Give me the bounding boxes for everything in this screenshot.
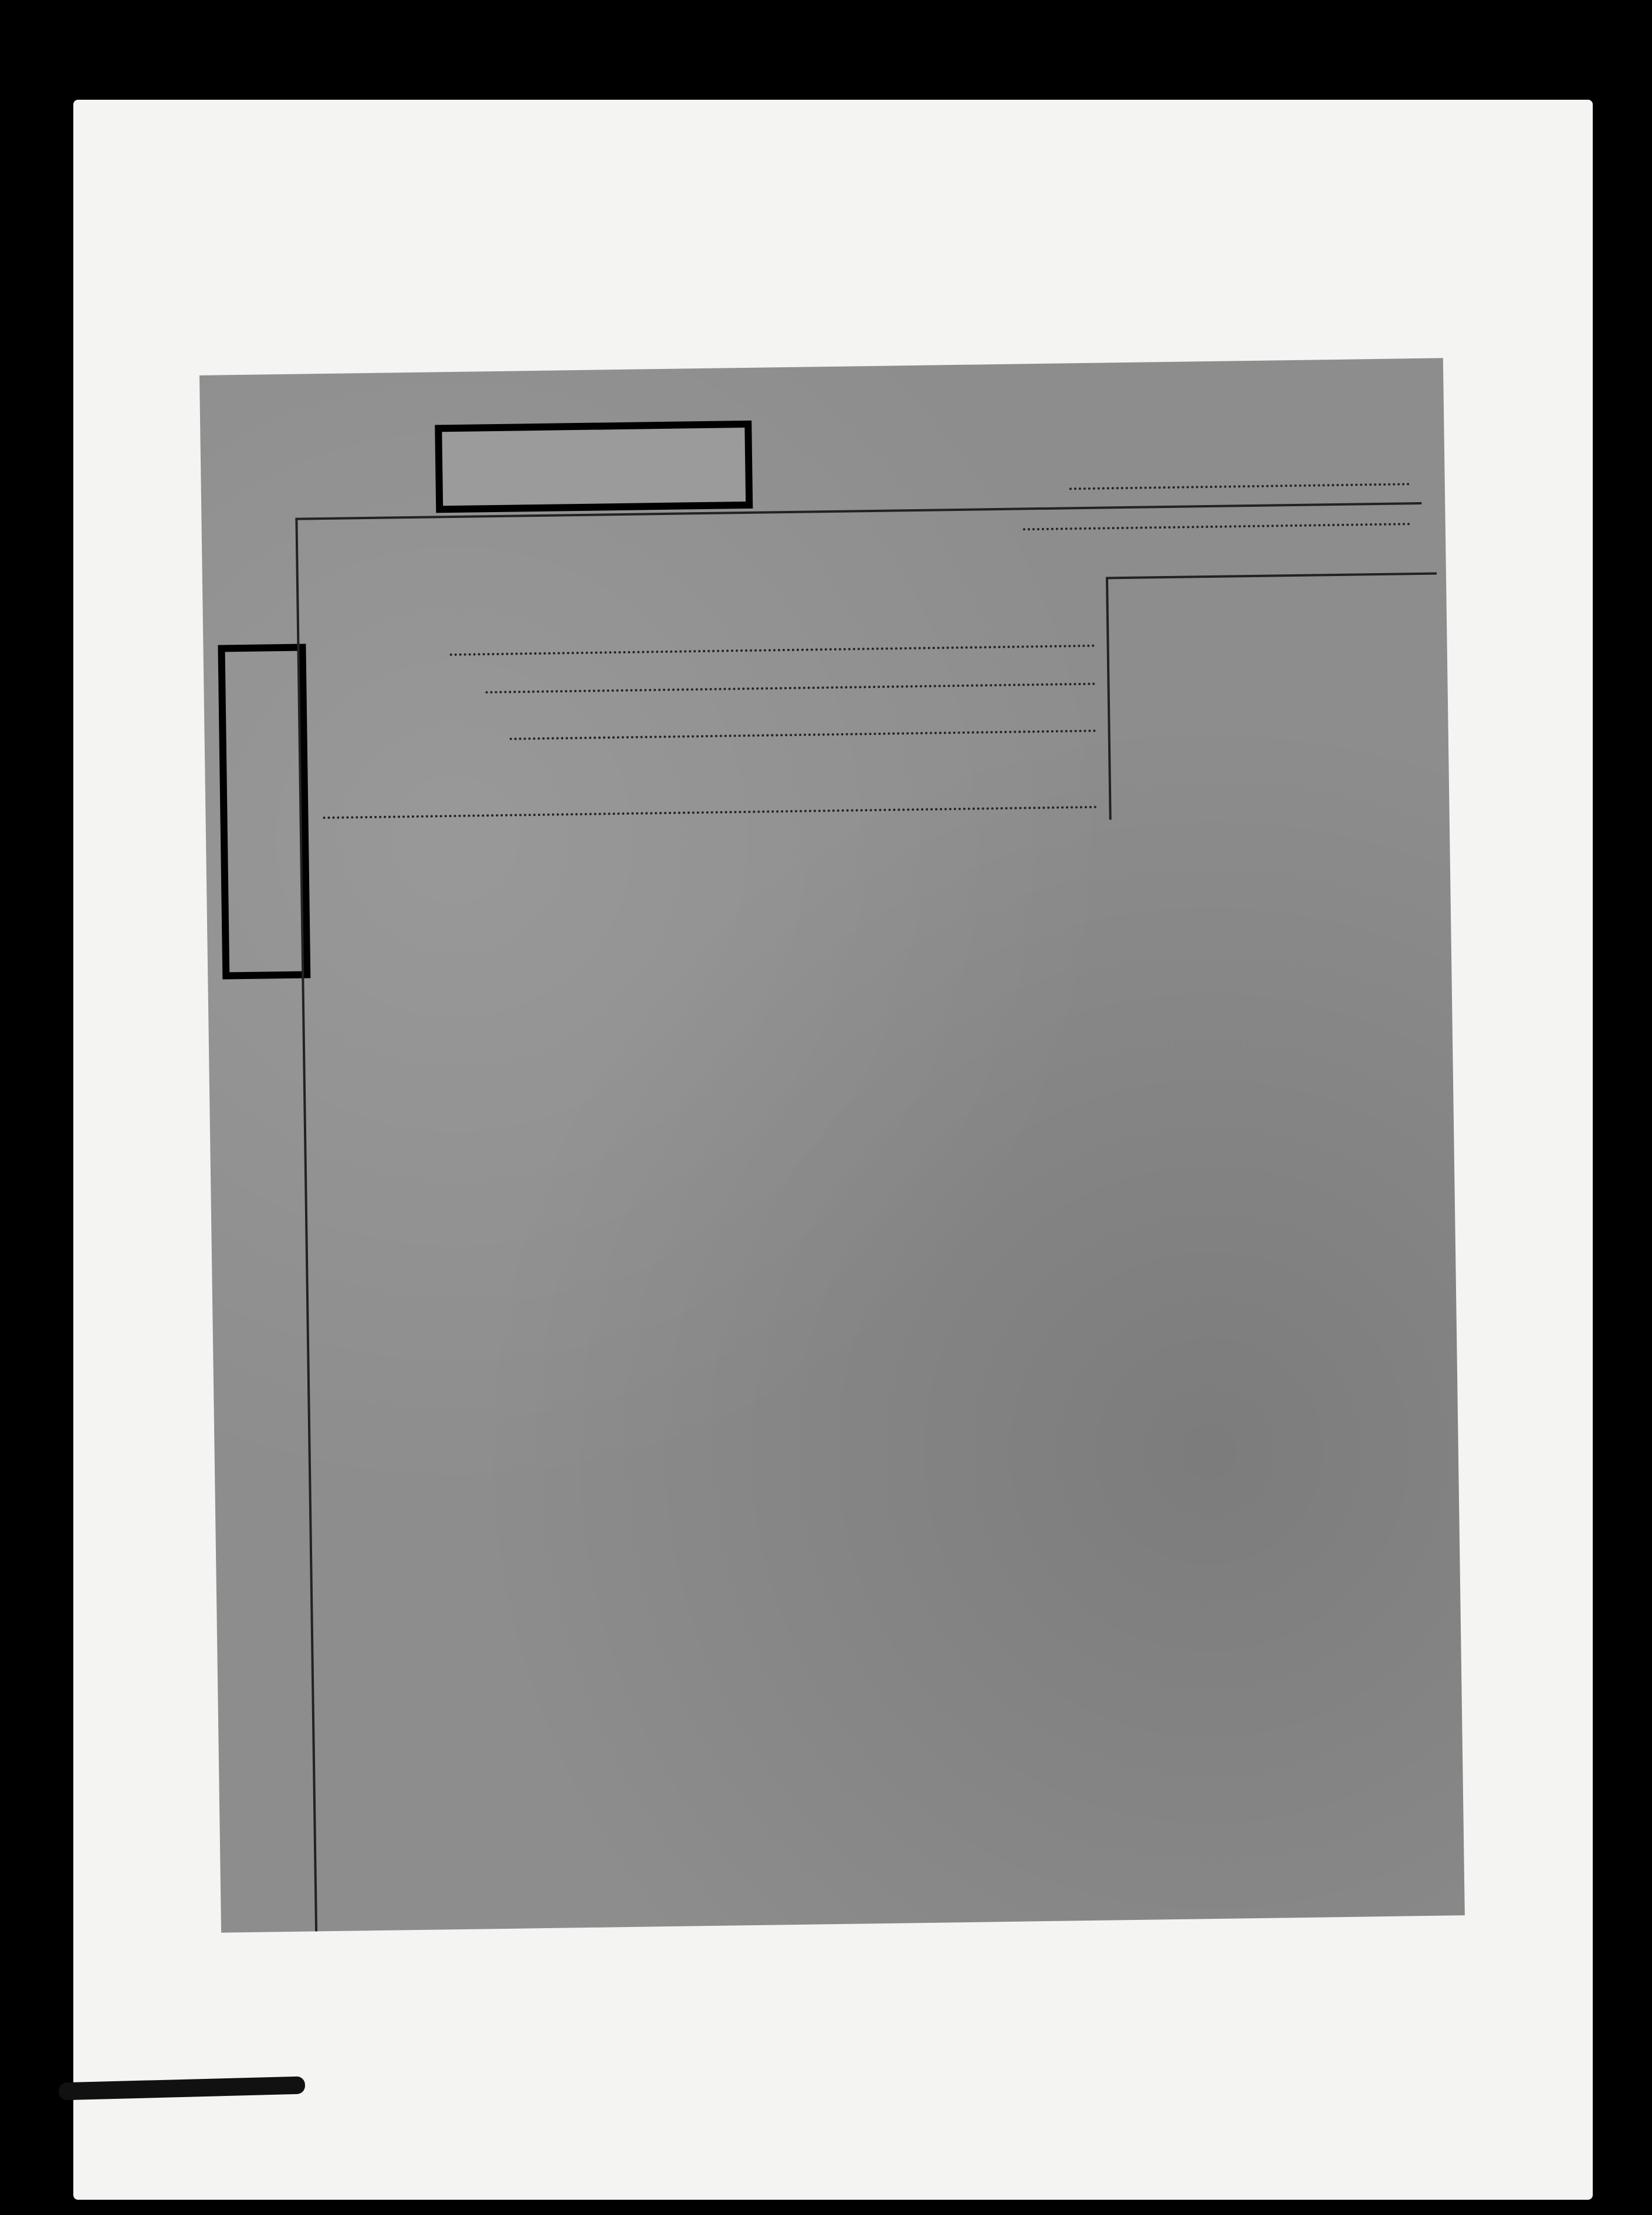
volume-field (1086, 421, 1104, 451)
subject-value (450, 645, 1095, 656)
subsubject-value (486, 683, 1096, 694)
blank-dotted-line (323, 794, 1097, 819)
vol-side-box (218, 644, 310, 980)
file-cover (199, 358, 1465, 1932)
cross-references-box (1106, 573, 1440, 820)
filetitle-value (510, 730, 1096, 740)
routing-table (300, 868, 1465, 1932)
file-number-box (435, 421, 753, 513)
from-line (1069, 452, 1410, 490)
volume-value (1103, 421, 1104, 450)
to-line (1023, 495, 1410, 530)
